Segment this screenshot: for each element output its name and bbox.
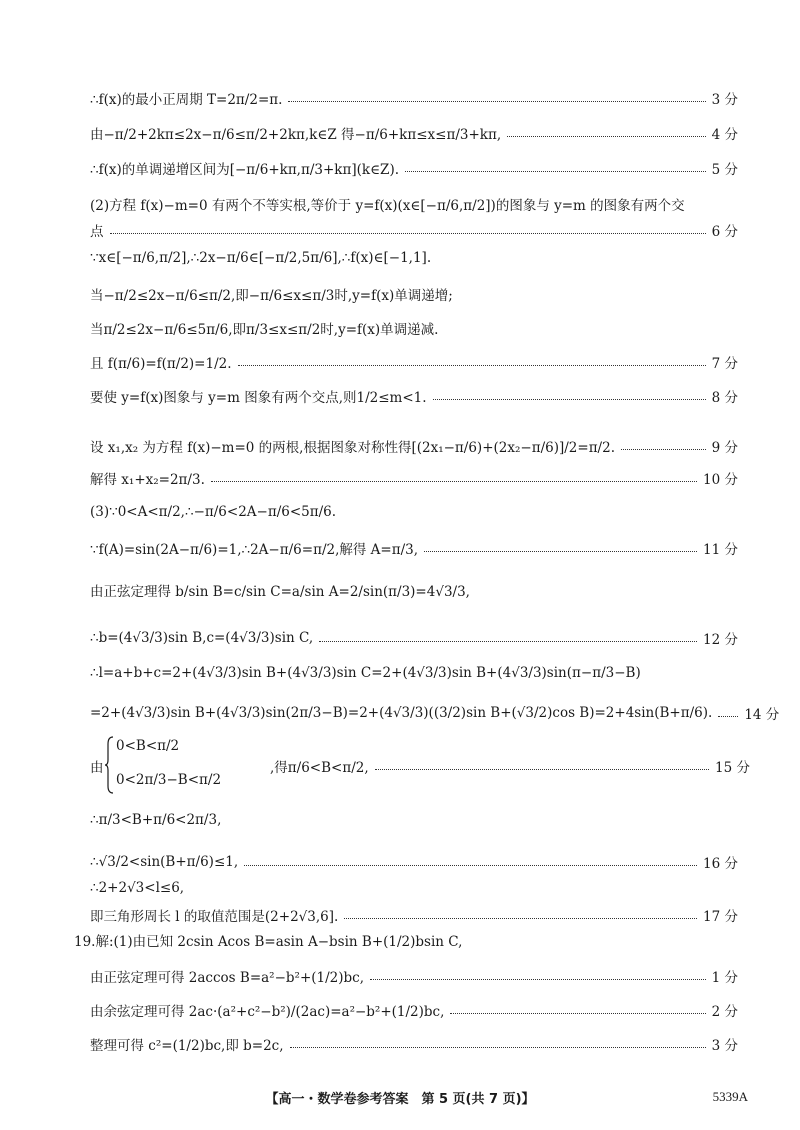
score-label: 6 分 bbox=[711, 224, 738, 240]
score-label: 7 分 bbox=[711, 356, 738, 372]
score-label: 14 分 bbox=[744, 707, 780, 723]
solution-line: 要使 y=f(x)图象与 y=m 图象有两个交点,则1/2≤m<1. 8 分 bbox=[90, 386, 738, 406]
solution-line: 由−π/2+2kπ≤2x−π/6≤π/2+2kπ,k∈Z 得−π/6+kπ≤x≤π/3+kπ, 4 分 bbox=[90, 123, 738, 143]
page-footer: 【高一・数学卷参考答案 第 5 页(共 7 页)】 bbox=[265, 1092, 535, 1107]
solution-line: ∴b=(4√3/3)sin B,c=(4√3/3)sin C, 12 分 bbox=[90, 630, 738, 648]
score-label: 4 分 bbox=[711, 127, 738, 143]
dot-leader bbox=[507, 136, 705, 137]
solution-line: (2)方程 f(x)−m=0 有两个不等实根,等价于 y=f(x)(x∈[−π/6,π/2])的图象与 y=m 的图象有两个交 bbox=[90, 198, 685, 214]
solution-line: ∴√3/2<sin(B+π/6)≤1, 16 分 bbox=[90, 854, 738, 872]
score-label: 15 分 bbox=[715, 760, 750, 776]
score-label: 11 分 bbox=[703, 542, 738, 558]
dot-leader bbox=[370, 979, 706, 980]
solution-line: ∴f(x)的单调递增区间为[−π/6+kπ,π/3+kπ](k∈Z). 5 分 bbox=[90, 158, 738, 178]
dot-leader bbox=[424, 551, 697, 552]
solution-line: 设 x₁,x₂ 为方程 f(x)−m=0 的两根,根据图象对称性得[(2x₁−π/6)+(2x₂−π/6)]/2=π/2. 9 分 bbox=[90, 436, 738, 456]
system-result: ,得π/6<B<π/2, bbox=[270, 760, 369, 776]
solution-line: 由正弦定理可得 2accos B=a²−b²+(1/2)bc, 1 分 bbox=[90, 966, 738, 986]
inequality-system: 由 0<B<π/2 0<2π/3−B<π/2 ,得π/6<B<π/2, 15 分 bbox=[90, 736, 750, 794]
dot-leader bbox=[211, 481, 697, 482]
solution-line: 由正弦定理得 b/sin B=c/sin C=a/sin A=2/sin(π/3)=4√3/3, bbox=[90, 584, 470, 600]
score-label: 3 分 bbox=[711, 92, 738, 108]
score-label: 9 分 bbox=[711, 440, 738, 456]
condition-1: 0<B<π/2 bbox=[116, 738, 180, 754]
dot-leader bbox=[405, 171, 706, 172]
dot-leader bbox=[621, 449, 706, 450]
score-label: 8 分 bbox=[711, 390, 738, 406]
solution-line: 19.解:(1)由已知 2csin Acos B=asin A−bsin B+(1/2)bsin C, bbox=[74, 934, 463, 950]
score-label: 5 分 bbox=[711, 162, 738, 178]
score-label: 1 分 bbox=[711, 970, 738, 986]
solution-line: =2+(4√3/3)sin B+(4√3/3)sin(2π/3−B)=2+(4√3/3)((3/2)sin B+(√3/2)cos B)=2+4sin(B+π/6). 14 分 bbox=[90, 705, 780, 723]
dot-leader bbox=[718, 716, 738, 717]
score-label: 17 分 bbox=[703, 909, 738, 925]
paper-code: 5339A bbox=[712, 1089, 748, 1104]
dot-leader bbox=[290, 1047, 706, 1048]
score-label: 12 分 bbox=[703, 632, 738, 648]
dot-leader bbox=[244, 865, 697, 866]
solution-line: 当π/2≤2x−π/6≤5π/6,即π/3≤x≤π/2时,y=f(x)单调递减. bbox=[90, 322, 439, 338]
dot-leader bbox=[110, 233, 706, 234]
solution-line: ∵f(A)=sin(2A−π/6)=1,∴2A−π/6=π/2,解得 A=π/3, 11 分 bbox=[90, 538, 738, 558]
score-label: 10 分 bbox=[703, 472, 738, 488]
dot-leader bbox=[288, 101, 705, 102]
solution-line: 当−π/2≤2x−π/6≤π/2,即−π/6≤x≤π/3时,y=f(x)单调递增; bbox=[90, 288, 453, 304]
solution-line: 即三角形周长 l 的取值范围是(2+2√3,6]. 17 分 bbox=[90, 905, 738, 925]
condition-2: 0<2π/3−B<π/2 bbox=[116, 772, 222, 788]
solution-line: 且 f(π/6)=f(π/2)=1/2. 7 分 bbox=[90, 352, 738, 372]
solution-line: ∴π/3<B+π/6<2π/3, bbox=[90, 812, 222, 828]
score-label: 3 分 bbox=[711, 1038, 738, 1054]
dot-leader bbox=[319, 641, 697, 642]
left-brace-icon bbox=[104, 736, 114, 794]
score-label: 16 分 bbox=[703, 856, 738, 872]
solution-line: 整理可得 c²=(1/2)bc,即 b=2c, 3 分 bbox=[90, 1034, 738, 1054]
solution-line: ∴f(x)的最小正周期 T=2π/2=π. 3 分 bbox=[90, 88, 738, 108]
dot-leader bbox=[433, 399, 706, 400]
solution-line: ∴2+2√3<l≤6, bbox=[90, 880, 185, 896]
solution-line: 解得 x₁+x₂=2π/3. 10 分 bbox=[90, 468, 738, 488]
solution-line: ∵x∈[−π/6,π/2],∴2x−π/6∈[−π/2,5π/6],∴f(x)∈[−1,1]. bbox=[90, 250, 432, 266]
dot-leader bbox=[375, 769, 709, 770]
solution-line: 点 6 分 bbox=[90, 220, 738, 240]
dot-leader bbox=[344, 918, 697, 919]
solution-line: ∴l=a+b+c=2+(4√3/3)sin B+(4√3/3)sin C=2+(4√3/3)sin B+(4√3/3)sin(π−π/3−B) bbox=[90, 665, 641, 681]
solution-line: (3)∵0<A<π/2,∴−π/6<2A−π/6<5π/6. bbox=[90, 504, 337, 520]
dot-leader bbox=[450, 1013, 705, 1014]
solution-line: 由余弦定理可得 2ac·(a²+c²−b²)/(2ac)=a²−b²+(1/2)bc, 2 分 bbox=[90, 1000, 738, 1020]
dot-leader bbox=[238, 365, 706, 366]
score-label: 2 分 bbox=[711, 1004, 738, 1020]
